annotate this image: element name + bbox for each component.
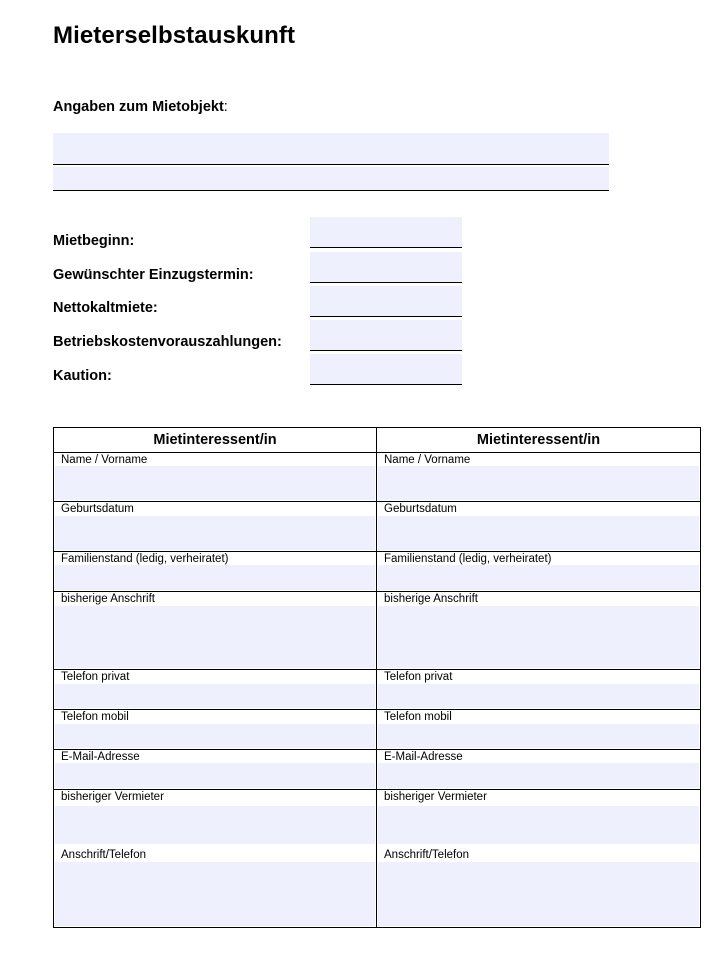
table-row bbox=[54, 790, 701, 849]
label-nettokaltmiete: Nettokaltmiete: bbox=[53, 300, 158, 316]
object-section-label bbox=[53, 99, 228, 115]
cell-label: Telefon mobil bbox=[61, 711, 129, 723]
cell-label: Geburtsdatum bbox=[384, 503, 457, 515]
table-row bbox=[54, 552, 701, 592]
table-row bbox=[54, 453, 701, 502]
previous-landlord-field-2[interactable] bbox=[377, 790, 700, 848]
birthdate-field-2[interactable] bbox=[377, 502, 700, 551]
email-field-2[interactable] bbox=[377, 750, 700, 789]
object-section-label-colon: : bbox=[223, 99, 228, 115]
object-input-line-2[interactable] bbox=[53, 167, 609, 191]
input-einzugstermin[interactable] bbox=[310, 252, 462, 283]
cell-label: Anschrift/Telefon bbox=[384, 849, 470, 861]
cell-label: Familienstand (ledig, verheiratet) bbox=[384, 553, 552, 565]
header-tenant-2: Mietinteressent/in bbox=[377, 428, 701, 453]
cell-label: bisherige Anschrift bbox=[384, 593, 478, 605]
table-row bbox=[54, 750, 701, 790]
birthdate-field-1[interactable] bbox=[54, 502, 376, 551]
previous-address-field-1[interactable] bbox=[54, 592, 376, 669]
table-row bbox=[54, 502, 701, 552]
cell-label: E-Mail-Adresse bbox=[384, 751, 463, 763]
label-kaution: Kaution: bbox=[53, 368, 112, 384]
cell-label: Telefon mobil bbox=[384, 711, 452, 723]
table-header-row bbox=[54, 428, 701, 453]
email-field-1[interactable] bbox=[54, 750, 376, 789]
table-row bbox=[54, 848, 701, 928]
input-nettokaltmiete[interactable] bbox=[310, 286, 462, 317]
phone-mobile-field-1[interactable] bbox=[54, 710, 376, 749]
cell-label: Telefon privat bbox=[384, 671, 453, 683]
cell-label: Geburtsdatum bbox=[61, 503, 134, 515]
phone-mobile-field-2[interactable] bbox=[377, 710, 700, 749]
label-mietbeginn: Mietbeginn: bbox=[53, 233, 135, 249]
previous-landlord-field-1[interactable] bbox=[54, 790, 376, 848]
cell-label: bisherige Anschrift bbox=[61, 593, 155, 605]
marital-status-field-1[interactable] bbox=[54, 552, 376, 591]
object-input-line-1[interactable] bbox=[53, 133, 609, 165]
document-title: Mieterselbstauskunft bbox=[53, 22, 296, 49]
phone-private-field-2[interactable] bbox=[377, 670, 700, 709]
cell-label: Telefon privat bbox=[61, 671, 130, 683]
tenant-table bbox=[53, 427, 701, 928]
name-field-2[interactable] bbox=[377, 453, 700, 501]
input-kaution[interactable] bbox=[310, 354, 462, 385]
cell-label: Anschrift/Telefon bbox=[61, 849, 147, 861]
marital-status-field-2[interactable] bbox=[377, 552, 700, 591]
header-tenant-1: Mietinteressent/in bbox=[54, 428, 377, 453]
name-field-1[interactable] bbox=[54, 453, 376, 501]
phone-private-field-1[interactable] bbox=[54, 670, 376, 709]
table-row bbox=[54, 710, 701, 750]
previous-address-field-2[interactable] bbox=[377, 592, 700, 669]
landlord-contact-field-1[interactable] bbox=[54, 848, 376, 927]
cell-label: bisheriger Vermieter bbox=[384, 791, 487, 803]
landlord-contact-field-2[interactable] bbox=[377, 848, 700, 927]
cell-label: Familienstand (ledig, verheiratet) bbox=[61, 553, 229, 565]
cell-label: E-Mail-Adresse bbox=[61, 751, 140, 763]
label-einzugstermin: Gewünschter Einzugstermin: bbox=[53, 267, 254, 283]
table-row bbox=[54, 592, 701, 670]
table-row bbox=[54, 670, 701, 710]
input-mietbeginn[interactable] bbox=[310, 217, 462, 248]
input-betriebskosten[interactable] bbox=[310, 320, 462, 351]
cell-label: Name / Vorname bbox=[384, 454, 471, 466]
object-section-label-text: Angaben zum Mietobjekt bbox=[53, 99, 224, 115]
cell-label: bisheriger Vermieter bbox=[61, 791, 164, 803]
label-betriebskosten: Betriebskostenvorauszahlungen: bbox=[53, 334, 282, 350]
cell-label: Name / Vorname bbox=[61, 454, 148, 466]
